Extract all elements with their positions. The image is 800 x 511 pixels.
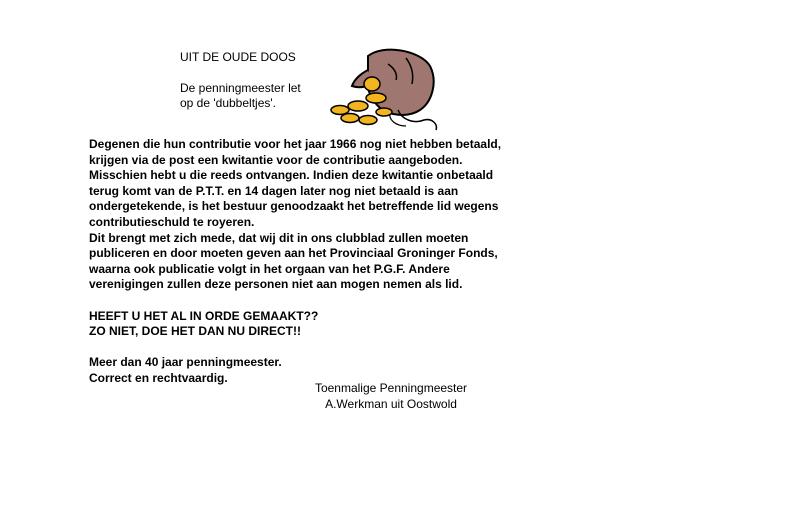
body-line: Misschien hebt u die reeds ontvangen. Indien deze kwitantie onbetaald bbox=[89, 168, 494, 183]
spacer bbox=[89, 340, 549, 356]
article-header bbox=[180, 50, 301, 111]
callout-line-2: ZO NIET, DOE HET DAN NU DIRECT!! bbox=[89, 324, 301, 339]
body-line: ondergetekende, is het bestuur genoodzaakt het betreffende lid wegens bbox=[89, 199, 499, 214]
signature-name: A.Werkman uit Oostwold bbox=[325, 396, 457, 411]
callout-line-1: HEEFT U HET AL IN ORDE GEMAAKT?? bbox=[89, 308, 319, 323]
money-bag-icon bbox=[328, 44, 440, 132]
spacer bbox=[89, 293, 549, 309]
body-line: verenigingen zullen deze personen niet aan mogen nemen als lid. bbox=[89, 277, 463, 292]
body-line: waarna ook publicatie volgt in het orgaan van het P.G.F. Andere bbox=[89, 261, 450, 276]
signature-role: Toenmalige Penningmeester bbox=[314, 381, 468, 395]
closing-line-2: Correct en rechtvaardig. bbox=[89, 370, 228, 385]
closing-line-1: Meer dan 40 jaar penningmeester. bbox=[89, 355, 282, 370]
article-body bbox=[89, 137, 549, 387]
article-subtitle-line-1: De penningmeester let bbox=[180, 81, 301, 95]
body-line: publiceren en door moeten geven aan het Provinciaal Groninger Fonds, bbox=[89, 246, 498, 261]
body-line: terug komt van de P.T.T. en 14 dagen later nog niet betaald is aan bbox=[89, 183, 459, 198]
body-line: contributieschuld te royeren. bbox=[89, 214, 255, 229]
body-line: krijgen via de post een kwitantie voor de contributie aangeboden. bbox=[89, 152, 463, 167]
article-title: UIT DE OUDE DOOS bbox=[180, 50, 296, 64]
body-line: Dit brengt met zich mede, dat wij dit in ons clubblad zullen moeten bbox=[89, 230, 469, 245]
signature-block bbox=[308, 381, 474, 412]
article-subtitle-line-2: op de 'dubbeltjes'. bbox=[180, 96, 276, 110]
body-line: Degenen die hun contributie voor het jaar 1966 nog niet hebben betaald, bbox=[89, 137, 502, 151]
